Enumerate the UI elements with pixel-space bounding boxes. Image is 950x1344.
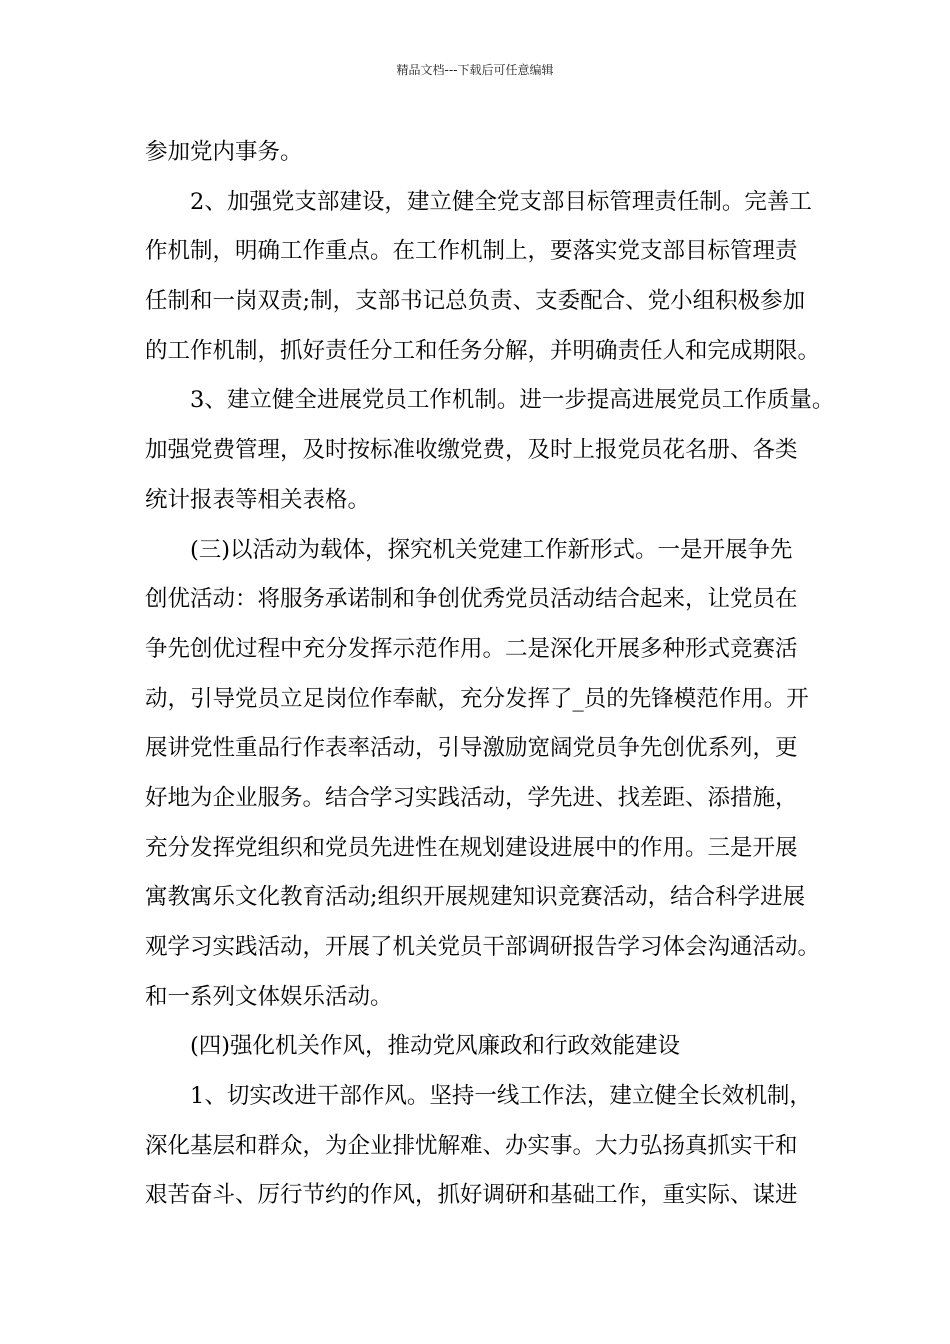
text-line: 深化基层和群众，为企业排忧解难、办实事。大力弘扬真抓实干和 [145,1132,798,1159]
text-line: 寓教寓乐文化教育活动;组织开展规建知识竞赛活动，结合科学进展 [145,884,806,911]
text-line: 的工作机制，抓好责任分工和任务分解，并明确责任人和完成期限。 [145,337,821,364]
text-line: 观学习实践活动，开展了机关党员干部调研报告学习体会沟通活动。 [145,934,821,960]
text-line: 作机制，明确工作重点。在工作机制上，要落实党支部目标管理责 [145,238,798,265]
text-line: 加强党费管理，及时按标准收缴党费，及时上报党员花名册、各类 [145,437,798,464]
text-line: 展讲党性重品行作表率活动，引导激励宽阔党员争先创优系列，更 [145,735,798,762]
text-line: 3、建立健全进展党员工作机制。进一步提高进展党员工作质量。 [190,387,835,414]
text-line: 充分发挥党组织和党员先进性在规划建设进展中的作用。三是开展 [145,834,798,861]
text-line: 1、切实改进干部作风。坚持一线工作法，建立健全长效机制， [190,1083,812,1110]
text-line: 动，引导党员立足岗位作奉献，充分发挥了_员的先锋模范作用。开 [145,685,809,712]
text-line: (三)以活动为载体，探究机关党建工作新形式。一是开展争先 [190,536,793,563]
text-line: 统计报表等相关表格。 [145,486,371,513]
text-line: 2、加强党支部建设，建立健全党支部目标管理责任制。完善工 [190,188,812,215]
document-body [145,128,835,1221]
text-line: (四)强化机关作风，推动党风廉政和行政效能建设 [190,1033,681,1060]
page-header: 精品文档---下载后可任意编辑 [396,63,554,77]
text-line: 争先创优过程中充分发挥示范作用。二是深化开展多种形式竞赛活 [145,635,798,662]
text-line: 参加党内事务。 [145,139,303,165]
text-line: 创优活动：将服务承诺制和争创优秀党员活动结合起来，让党员在 [145,586,798,613]
text-line: 艰苦奋斗、厉行节约的作风，抓好调研和基础工作，重实际、谋进 [145,1182,798,1209]
text-line: 好地为企业服务。结合学习实践活动，学先进、找差距、添措施， [145,784,798,811]
text-line: 任制和一岗双责;制，支部书记总负责、支委配合、党小组积极参加 [145,288,806,315]
text-line: 和一系列文体娱乐活动。 [145,983,393,1010]
